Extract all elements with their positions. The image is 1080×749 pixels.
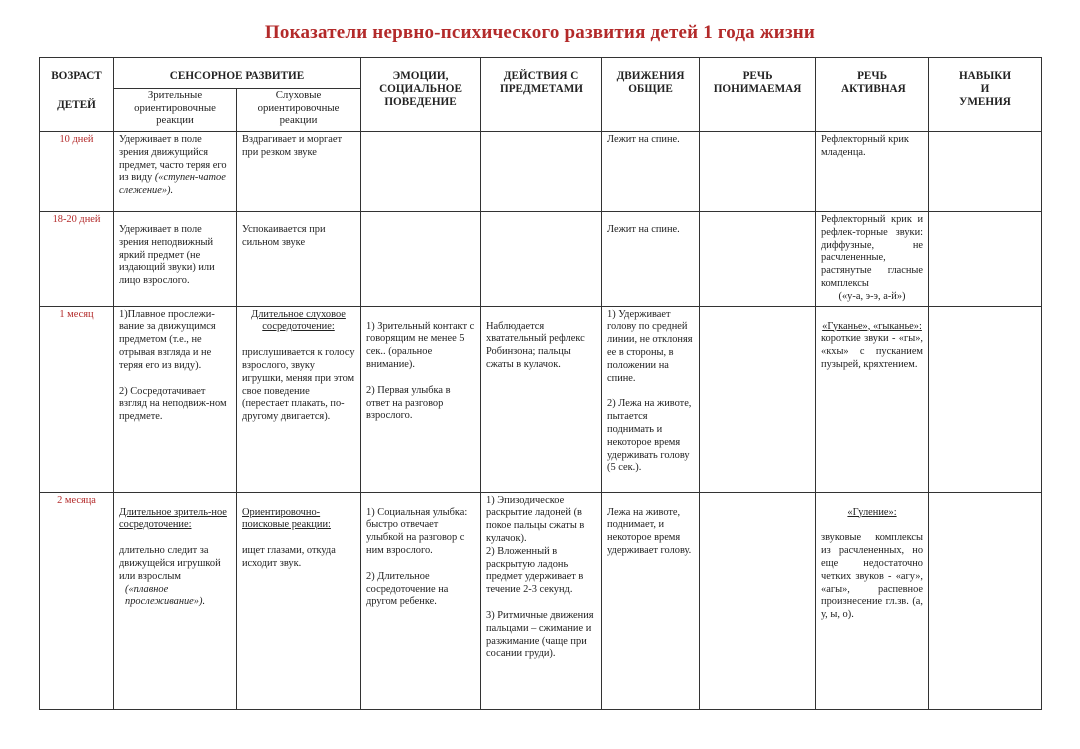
header-speech-active (816, 58, 929, 132)
header-sensory (114, 58, 361, 89)
speech-active-cell (816, 306, 929, 492)
header-skills-label: НАВЫКИ И УМЕНИЯ (958, 70, 1012, 108)
speech-active-note: («у-а, э-э, а-й») (838, 290, 906, 302)
table-row (40, 306, 1042, 492)
visual-note: («плавное прослеживание»). (125, 583, 206, 608)
auditory-cell (237, 492, 361, 709)
header-sensory-label: СЕНСОРНОЕ РАЗВИТИЕ (169, 70, 305, 82)
header-row (40, 58, 1042, 89)
speech-active-title: «Гуканье», «гыканье»: (822, 320, 922, 332)
auditory-title: Длительное слуховое сосредоточение: (251, 308, 346, 333)
speech-understood-cell (700, 212, 816, 307)
table-row (40, 132, 1042, 212)
auditory-cell: Успокаивается при сильном звуке (237, 212, 361, 307)
speech-understood-cell (700, 132, 816, 212)
visual-cell: Удерживает в поле зрения неподвижный яркий предмет (не издающий звуки) или лицо взрослого. (114, 212, 237, 307)
emotions-text-2: 2) Первая улыбка в ответ на разговор взрослого. (366, 384, 451, 422)
auditory-cell (237, 306, 361, 492)
emotions-text-1: 1) Зрительный контакт с говорящим не менее 5 сек.. (оральное внимание). (366, 320, 475, 370)
skills-cell (929, 132, 1042, 212)
age-cell: 10 дней (40, 132, 114, 212)
age-cell: 2 месяца (40, 492, 114, 709)
table-row (40, 212, 1042, 307)
header-movements-label: ДВИЖЕНИЯ ОБЩИЕ (616, 70, 685, 95)
auditory-text: ищет глазами, откуда исходит звук. (242, 545, 336, 569)
visual-note: («ступен-чатое слежение»). (119, 172, 226, 197)
speech-active-cell (816, 492, 929, 709)
header-actions (481, 58, 602, 132)
header-actions-label: ДЕЙСТВИЯ С ПРЕДМЕТАМИ (500, 70, 583, 95)
speech-active-cell (816, 212, 929, 307)
development-table (39, 57, 1042, 710)
auditory-cell: Вздрагивает и моргает при резком звуке (237, 132, 361, 212)
actions-cell: Наблюдается хватательный рефлекс Робинзона; пальцы сжаты в кулачок. (481, 306, 602, 492)
actions-cell (481, 492, 602, 709)
movements-cell: Лежит на спине. (602, 212, 700, 307)
visual-text-1: 1)Плавное прослежи-вание за движущимся предметом (т.е., не отрывая взгляда и не теряя его из виду). (119, 308, 216, 371)
actions-text-3: 3) Ритмичные движения пальцами – сжимание и разжимание (чаще при сосании груди). (486, 609, 594, 660)
speech-active-text: короткие звуки - «гы», «кхы» с пусканием пузырей, кряхтением. (821, 333, 924, 370)
emotions-cell (361, 306, 481, 492)
header-movements (602, 58, 700, 132)
movements-text-2: 2) Лежа на животе, пытается поднимать и некоторое время удерживать голову (5 сек.). (607, 398, 692, 474)
visual-cell (114, 306, 237, 492)
table-row (40, 492, 1042, 709)
emotions-text-2: 2) Длительное сосредоточение на другом ребенке. (366, 570, 449, 608)
header-emotions (361, 58, 481, 132)
speech-active-title: «Гуление»: (847, 506, 897, 518)
visual-cell (114, 492, 237, 709)
skills-cell (929, 306, 1042, 492)
skills-cell (929, 212, 1042, 307)
visual-title: Длительное зритель-ное сосредоточение: (119, 506, 227, 531)
speech-understood-cell (700, 492, 816, 709)
actions-cell (481, 212, 602, 307)
speech-active-text: Рефлекторный крик и рефлек-торные звуки: диффузные, не расчлененные, растянутые гласные комплексы (821, 214, 924, 289)
header-skills (929, 58, 1042, 132)
emotions-cell (361, 132, 481, 212)
emotions-cell (361, 212, 481, 307)
movements-cell: Лежит на спине. (602, 132, 700, 212)
visual-cell (114, 132, 237, 212)
auditory-text: прислушивается к голосу взрослого, звуку игрушки, меняя при этом свое поведение (перестает плакать, по-другому двигается). (242, 347, 355, 423)
movements-text-1: 1) Удерживает голову по средней линии, не отклоняя ее в стороны, в положении на спине. (607, 308, 693, 384)
header-age-line1: ВОЗРАСТ (51, 70, 102, 82)
header-auditory: Слуховые ориентировочные реакции (237, 89, 361, 132)
visual-text: Удерживает в поле зрения движущийся предмет, часто теряя его из виду (119, 134, 227, 184)
movements-cell (602, 306, 700, 492)
header-age-line2: ДЕТЕЙ (57, 99, 96, 111)
emotions-cell (361, 492, 481, 709)
actions-text-1: 1) Эпизодическое раскрытие ладоней (в покое пальцы сжаты в кулачок). (486, 494, 585, 544)
page-title: Показатели нервно-психического развития детей 1 года жизни (264, 22, 816, 43)
speech-active-cell: Рефлекторный крик младенца. (816, 132, 929, 212)
header-emotions-label: ЭМОЦИИ, СОЦИАЛЬНОЕ ПОВЕДЕНИЕ (379, 70, 462, 108)
actions-cell (481, 132, 602, 212)
header-speech-active-label: РЕЧЬ АКТИВНАЯ (841, 70, 906, 95)
age-cell: 1 месяц (40, 306, 114, 492)
age-cell: 18-20 дней (40, 212, 114, 307)
auditory-title: Ориентировочно-поисковые реакции: (242, 506, 331, 531)
speech-understood-cell (700, 306, 816, 492)
speech-active-text: звуковые комплексы из расчлененных, но еще недостаточно четких звуков - «агу», «агы», распевное произнесение гл.зв. (а, у, ы, о). (821, 532, 924, 621)
visual-text: длительно следит за движущейся игрушкой или взрослым (119, 545, 221, 582)
actions-text-2: 2) Вложенный в раскрытую ладонь предмет удерживает в течение 2-3 секунд. (486, 545, 584, 596)
header-speech-understood (700, 58, 816, 132)
header-visual: Зрительные ориентировочные реакции (114, 89, 237, 132)
visual-text-2: 2) Сосредотачивает взгляд на неподвиж-ном предмете. (119, 385, 227, 423)
emotions-text-1: 1) Социальная улыбка: быстро отвечает улыбкой на разговор с ним взрослого. (366, 506, 468, 556)
movements-cell: Лежа на животе, поднимает, и некоторое время удерживает голову. (602, 492, 700, 709)
header-age (40, 58, 114, 132)
header-speech-understood-label: РЕЧЬ ПОНИМАЕМАЯ (713, 70, 802, 95)
skills-cell (929, 492, 1042, 709)
